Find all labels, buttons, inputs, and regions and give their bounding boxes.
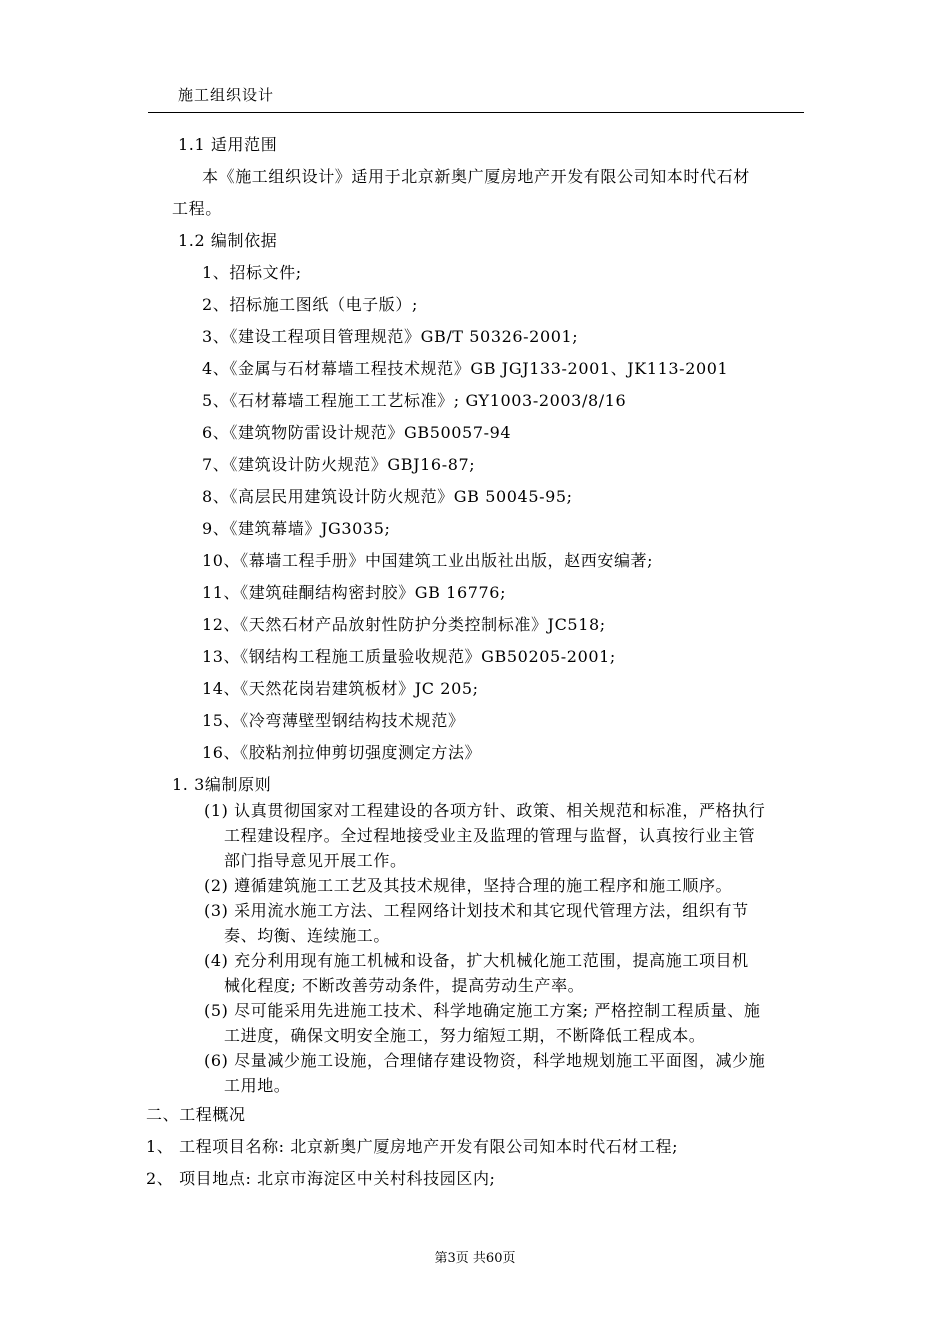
basis-list-item: 7、《建筑设计防火规范》GBJ16-87;: [202, 455, 476, 474]
basis-list-item: 16、《胶粘剂拉伸剪切强度测定方法》: [202, 743, 482, 762]
basis-list-item: 13、《钢结构工程施工质量验收规范》GB50205-2001;: [202, 647, 616, 666]
basis-list-item: 8、《高层民用建筑设计防火规范》GB 50045-95;: [202, 487, 573, 506]
principle-line: 械化程度; 不断改善劳动条件，提高劳动生产率。: [224, 976, 585, 995]
section-1-2-heading: 1.2 编制依据: [178, 231, 278, 250]
basis-list-item: 10、《幕墙工程手册》中国建筑工业出版社出版，赵西安编著;: [202, 551, 654, 570]
principle-line: (4) 充分利用现有施工机械和设备，扩大机械化施工范围，提高施工项目机: [204, 951, 749, 970]
section-1-3-heading: 1. 3编制原则: [172, 775, 272, 794]
principle-line: (2) 遵循建筑施工工艺及其技术规律，坚持合理的施工程序和施工顺序。: [204, 876, 733, 895]
running-header: 施工组织设计: [178, 86, 275, 104]
basis-list-item: 3、《建设工程项目管理规范》GB/T 50326-2001;: [202, 327, 579, 346]
basis-list-item: 14、《天然花岗岩建筑板材》JC 205;: [202, 679, 479, 698]
principle-line: (3) 采用流水施工方法、工程网络计划技术和其它现代管理方法，组织有节: [204, 901, 749, 920]
header-rule: [148, 112, 804, 113]
basis-list-item: 4、《金属与石材幕墙工程技术规范》GB JGJ133-2001、JK113-2001: [202, 359, 729, 378]
basis-list-item: 11、《建筑硅酮结构密封胶》GB 16776;: [202, 583, 507, 602]
basis-list-item: 12、《天然石材产品放射性防护分类控制标准》JC518;: [202, 615, 606, 634]
basis-list-item: 6、《建筑物防雷设计规范》GB50057-94: [202, 423, 512, 442]
basis-list-item: 2、招标施工图纸（电子版）;: [202, 295, 418, 314]
basis-list-item: 5、《石材幕墙工程施工工艺标准》; GY1003-2003/8/16: [202, 391, 627, 410]
section-1-1-heading: 1.1 适用范围: [178, 135, 278, 154]
overview-item: 2、 项目地点: 北京市海淀区中关村科技园区内;: [146, 1169, 496, 1188]
principle-line: (1) 认真贯彻国家对工程建设的各项方针、政策、相关规范和标准，严格执行: [204, 801, 766, 820]
scope-paragraph-line: 工程。: [172, 199, 222, 218]
scope-paragraph-line: 本《施工组织设计》适用于北京新奥广厦房地产开发有限公司知本时代石材: [202, 167, 750, 186]
basis-list-item: 15、《冷弯薄壁型钢结构技术规范》: [202, 711, 465, 730]
principle-line: (6) 尽量减少施工设施，合理储存建设物资，科学地规划施工平面图，减少施: [204, 1051, 766, 1070]
principle-line: 工进度，确保文明安全施工，努力缩短工期，不断降低工程成本。: [224, 1026, 706, 1045]
principle-line: 部门指导意见开展工作。: [224, 851, 407, 870]
basis-list-item: 9、《建筑幕墙》JG3035;: [202, 519, 391, 538]
overview-item: 1、 工程项目名称: 北京新奥广厦房地产开发有限公司知本时代石材工程;: [146, 1137, 679, 1156]
principle-line: 工程建设程序。全过程地接受业主及监理的管理与监督，认真按行业主管: [224, 826, 756, 845]
principle-line: 工用地。: [224, 1076, 291, 1095]
section-2-heading: 二、工程概况: [146, 1105, 246, 1124]
principle-line: (5) 尽可能采用先进施工技术、科学地确定施工方案; 严格控制工程质量、施: [204, 1001, 761, 1020]
basis-list-item: 1、招标文件;: [202, 263, 302, 282]
principle-line: 奏、均衡、连续施工。: [224, 926, 391, 945]
page-number-footer: 第3页 共60页: [434, 1251, 516, 1266]
